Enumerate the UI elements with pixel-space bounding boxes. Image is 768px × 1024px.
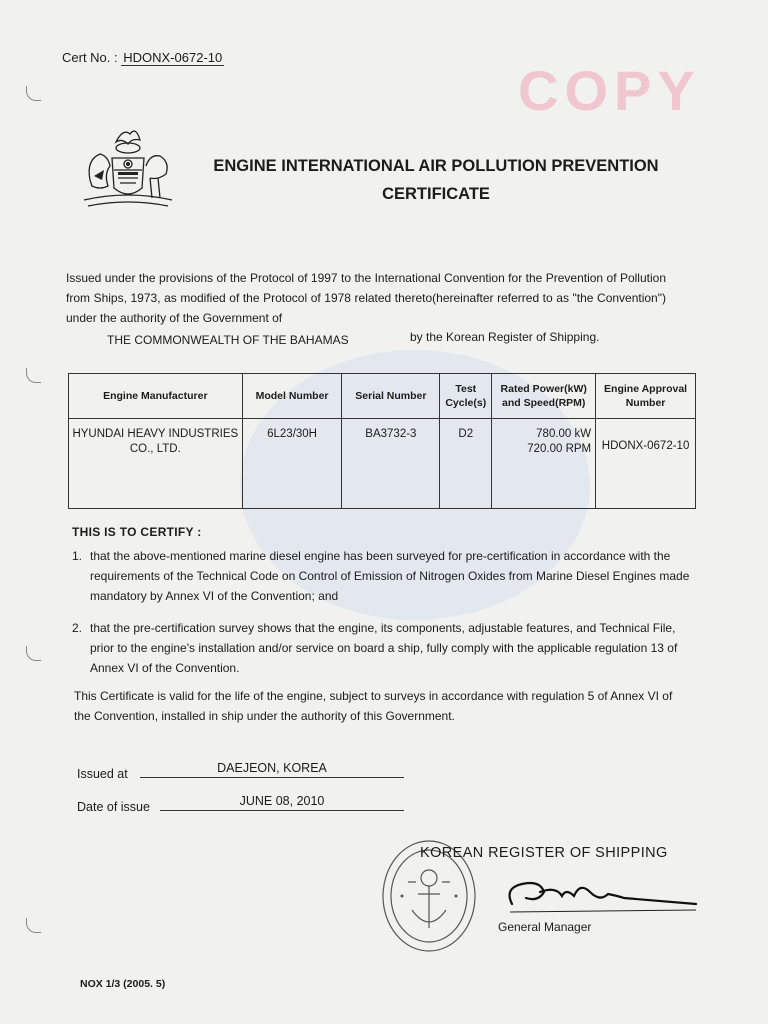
date-of-issue-value: JUNE 08, 2010 <box>160 794 404 811</box>
header-cell: Serial Number <box>342 374 440 419</box>
issued-at-label: Issued at <box>77 767 128 781</box>
power-value: 780.00 kW <box>536 428 592 440</box>
cert-number-value: HDONX-0672-10 <box>123 50 223 65</box>
header-cell: Test Cycle(s) <box>440 374 492 419</box>
cycle-cell: D2 <box>440 419 492 509</box>
table-row <box>69 419 696 509</box>
certificate-title <box>186 152 686 208</box>
binder-mark <box>26 918 41 933</box>
organization-name: KOREAN REGISTER OF SHIPPING <box>420 845 668 861</box>
cert-number-line <box>62 50 224 65</box>
item-number: 2. <box>72 621 83 635</box>
model-cell: 6L23/30H <box>242 419 342 509</box>
issued-at-value: DAEJEON, KOREA <box>140 761 404 778</box>
binder-mark <box>26 86 41 101</box>
signature-scribble <box>500 868 700 918</box>
government-name: THE COMMONWEALTH OF THE BAHAMAS <box>107 333 349 347</box>
certify-heading: THIS IS TO CERTIFY : <box>72 525 202 539</box>
manufacturer-cell: HYUNDAI HEAVY INDUSTRIES CO., LTD. <box>69 419 243 509</box>
cert-number-label: Cert No. : <box>62 50 118 65</box>
copy-stamp: COPY <box>518 59 701 122</box>
signatory-title: General Manager <box>498 920 592 934</box>
header-cell: Engine Approval Number <box>596 374 696 419</box>
header-cell: Rated Power(kW) and Speed(RPM) <box>492 374 596 419</box>
binder-mark <box>26 646 41 661</box>
serial-cell: BA3732-3 <box>342 419 440 509</box>
approval-cell: HDONX-0672-10 <box>596 419 696 509</box>
title-line-2: CERTIFICATE <box>382 185 490 203</box>
item-text: that the pre-certification survey shows that the engine, its components, adjustable features, and Technical File, prior to the engine's installation and/or service on board a ship, fully comply with the applicable regulation 13 of Annex VI of the Convention. <box>90 621 678 675</box>
item-number: 1. <box>72 549 83 563</box>
issuing-authority: by the Korean Register of Shipping. <box>410 330 600 344</box>
speed-value: 720.00 RPM <box>527 443 592 455</box>
validity-statement: This Certificate is valid for the life of the engine, subject to surveys in accordance with regulation 5 of Annex VI of the Convention, installed in ship under the authority of this Government. <box>74 689 673 723</box>
coat-of-arms-emblem <box>78 120 178 215</box>
engine-table <box>68 373 696 509</box>
certify-item-2 <box>72 618 690 678</box>
form-code: NOX 1/3 (2005. 5) <box>80 978 166 990</box>
title-line-1: ENGINE INTERNATIONAL AIR POLLUTION PREVENTION <box>213 157 659 175</box>
intro-paragraph: Issued under the provisions of the Protocol of 1997 to the International Convention for the Prevention of Pollution from Ships, 1973, as modified of the Protocol of 1978 related thereto(hereinafter referred to as "the Convention") under the authority of the Government of <box>66 271 666 325</box>
header-cell: Engine Manufacturer <box>69 374 243 419</box>
certify-item-1 <box>72 546 690 606</box>
binder-mark <box>26 368 41 383</box>
header-cell: Model Number <box>242 374 342 419</box>
table-header-row <box>69 374 696 419</box>
item-text: that the above-mentioned marine diesel engine has been surveyed for pre-certification in accordance with the requirements of the Technical Code on Control of Emission of Nitrogen Oxides from Marine Diesel Engines made mandatory by Annex VI of the Convention; and <box>90 549 690 603</box>
power-speed-cell <box>492 419 596 509</box>
date-of-issue-label: Date of issue <box>77 800 150 814</box>
